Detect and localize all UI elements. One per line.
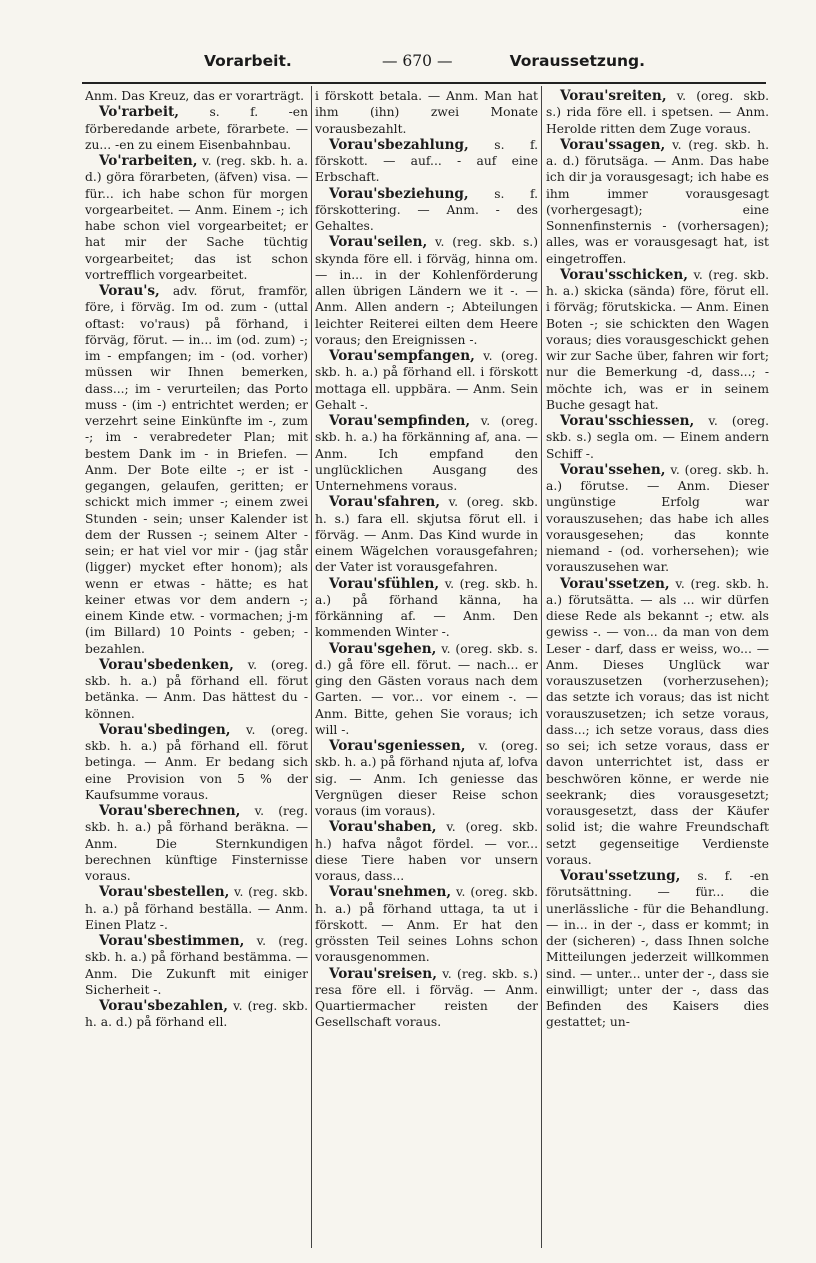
entry-headword: Vorau'sschiessen, (560, 413, 695, 429)
header-left-guideword: Vorarbeit. (204, 52, 292, 70)
dictionary-entry (315, 186, 538, 235)
entry-headword: Vorau'sgehen, (329, 640, 437, 657)
entry-definition: v. (oreg. skb. h. a.) på förhand ell. i förskott mottaga ell. uppbära. — Anm. Sein Gehalt -. (315, 349, 538, 412)
dictionary-entry (85, 657, 308, 722)
dictionary-entry (546, 137, 769, 267)
entry-definition: v. (oreg. skb. s.) segla om. — Einem andern Schiff -. (546, 414, 769, 461)
dictionary-entry (85, 283, 308, 657)
entry-headword: Vorau'sempfangen, (329, 348, 475, 364)
dictionary-entry (315, 738, 538, 819)
dictionary-entry (315, 884, 538, 965)
entry-definition: v. (reg. skb. h. a.) på förhand känna, ha förkänning af. — Anm. Den kommenden Winter -. (315, 576, 538, 640)
page-header (82, 50, 767, 76)
dictionary-entry (315, 641, 538, 739)
entry-definition: v. (reg. skb. h. a.) skicka (sända) före, förut ell. i förväg; förutskicka. — Anm. Einen Boten -; sie schickten den Wagen voraus; dies vorausgeschickt gehen wir zur Sache über, fahren wir fort; nur die Bemerkung -d, dass...; - möchte ich, was er in seinem Buche gesagt hat. (546, 267, 769, 412)
entry-headword: Vorau'shaben, (329, 819, 437, 836)
dictionary-entry (85, 153, 308, 283)
dictionary-entry (315, 234, 538, 348)
entry-definition: v. (reg. skb. h. a.) förutsätta. — als ... wir dürfen diese Rede als bekannt -; etw. als gewiss -. — von... da man von dem Leser - darf, dass er weiss, wo... — Anm. Dieses Unglück war vorauszusetzen (vorherzusehen); das setzte ich voraus; das ist nicht vorauszusetzen; ich setze voraus, dass...; ich setze voraus, dass dies so sei; ich setze voraus, dass er davon unterrichtet ist, dass er beschwören könne, er werde nie seekrank; dies vorausgesetzt; vorausgesetzt, dass der Käufer solid ist; die wahre Freundschaft setzt gegenseitige Verdienste voraus. (546, 576, 769, 867)
dictionary-entry (85, 803, 308, 884)
entry-headword: Vorau'seilen, (329, 234, 428, 251)
entry-headword: Vorau'sbestellen, (99, 884, 230, 901)
dictionary-entry (85, 104, 308, 153)
entry-headword: Vorau'sbedingen, (99, 721, 231, 738)
dictionary-entry (546, 88, 769, 137)
entry-headword: Vorau'sbezahlen, (99, 998, 229, 1014)
dictionary-entry (85, 884, 308, 933)
entry-headword: Vorau'sfühlen, (329, 575, 440, 592)
entry-headword: Vo'rarbeiten, (99, 153, 198, 169)
dictionary-entry (315, 576, 538, 641)
header-right-guideword: Voraussetzung. (509, 52, 645, 70)
column-2 (315, 88, 538, 1244)
dictionary-entry (85, 88, 308, 104)
entry-headword: Vorau'sreiten, (560, 88, 667, 104)
column-1 (85, 88, 308, 1244)
dictionary-entry (546, 267, 769, 413)
column-divider (541, 86, 542, 1248)
entry-headword: Vorau'ssetzen, (560, 575, 670, 592)
entry-headword: Vorau'ssehen, (560, 461, 666, 478)
entry-definition: v. (reg. skb. h. a. d.) på förhand ell. (85, 999, 308, 1030)
dictionary-entry (315, 819, 538, 884)
entry-headword: Vorau'sbedenken, (99, 656, 234, 673)
entry-headword: Vorau'sempfinden, (329, 413, 471, 429)
entry-definition: Anm. Das Kreuz, das er vorarträgt. (85, 89, 305, 103)
dictionary-entry (315, 88, 538, 137)
entry-headword: Vo'rarbeit, (99, 104, 179, 121)
entry-headword: Vorau'sreisen, (329, 965, 437, 982)
entry-definition: v. (oreg. skb. h. a.) ha förkänning af, ana. — Anm. Ich empfand den unglücklichen Ausgang des Unternehmens voraus. (315, 414, 538, 493)
entry-definition: v. (oreg. skb. h. a.) förutse. — Anm. Dieser ungünstige Erfolg war vorauszusehen; das habe ich alles vorausgesehen; das konnte niemand - (od. vorhersehen); wie vorauszusehen war. (546, 462, 769, 575)
entry-headword: Vorau'sbestimmen, (99, 933, 245, 949)
entry-headword: Vorau'sfahren, (329, 494, 440, 511)
dictionary-entry (85, 998, 308, 1031)
dictionary-entry (85, 933, 308, 998)
entry-definition: s. f. förskottering. — Anm. - des Gehaltes. (315, 186, 538, 233)
entry-definition: adv. förut, framför, före, i förväg. Im od. zum - (uttal oftast: vo'raus) på förhand, i förväg, förut. — in... im (od. zum) -; im - empfangen; im - (od. vorher) müssen wir Ihnen bemerken, dass...; im - verurteilen; das Porto muss - (im -) entrichtet werden; er verzehrt seine Einkünfte im -, zum -; im - verabredeter Plan; mit bestem Dank im - in Briefen. — Anm. Der Bote eilte -; er ist -gegangen, gelaufen, geritten; er schickt mich immer -; einem zwei Stunden - sein; unser Kalender ist dem der Russen -; seinem Alter - sein; er hat viel vor mir - (jag står (ligger) mycket efter honom); als wenn er etwas - hätte; es hat keiner etwas vor dem andern -; einem Kinde etw. - vormachen; j-m (im Billard) 10 Points - geben; -bezahlen. (85, 284, 308, 656)
entry-headword: Vorau'ssetzung, (560, 868, 681, 884)
entry-definition: v. (oreg. skb. s.) rida före ell. i spetsen. — Anm. Herolde ritten dem Zuge voraus. (546, 89, 769, 136)
entry-definition: v. (reg. skb. h. a. d.) förutsäga. — Anm. Das habe ich dir ja vorausgesagt; ich habe es ihm immer vorausgesagt (vorhergesagt); eine Sonnenfinsternis - (vorhersagen); alles, was er vorausgesagt hat, ist eingetroffen. (546, 137, 769, 266)
dictionary-entry (546, 576, 769, 869)
dictionary-entry (546, 462, 769, 576)
entry-definition: v. (oreg. skb. h. a.) på förhand ell. förut betinga. — Anm. Er bedang sich eine Provision von 5 % der Kaufsumme voraus. (85, 722, 308, 802)
entry-headword: Vorau'sbeziehung, (329, 185, 469, 202)
entry-definition: i förskott betala. — Anm. Man hat ihm (ihn) zwei Monate vorausbezahlt. (315, 89, 538, 136)
entry-headword: Vorau's, (99, 283, 160, 299)
entry-definition: v. (reg. skb. h. a.) på förhand beräkna. — Anm. Die Sternkundigen berechnen künftige Finsternisse voraus. (85, 804, 308, 883)
entry-headword: Vorau'ssagen, (560, 136, 666, 153)
entry-definition: v. (oreg. skb. h. s.) fara ell. skjutsa förut ell. i förväg. — Anm. Das Kind wurde in einem Wägelchen vorausgefahren; der Vater ist vorausgefahren. (315, 495, 538, 575)
dictionary-entry (315, 966, 538, 1031)
dictionary-entry (85, 722, 308, 803)
entry-definition: v. (oreg. skb. h. a.) på förhand ell. förut betänka. — Anm. Das hättest du - können. (85, 657, 308, 721)
entry-definition: v. (reg. skb. h. a.) på förhand bestämma. — Anm. Die Zukunft mit einiger Sicherheit -. (85, 934, 308, 997)
entry-definition: v. (oreg. skb. s. d.) gå före ell. förut. — nach... er ging den Gästen voraus nach dem Garten. — vor... vor einem -. — Anm. Bitte, gehen Sie voraus; ich will -. (315, 641, 538, 737)
entry-headword: Vorau'sgeniessen, (329, 738, 466, 754)
dictionary-entry (546, 868, 769, 1031)
entry-definition: s. f. förskott. — auf... - auf eine Erbschaft. (315, 137, 538, 185)
dictionary-entry (315, 494, 538, 575)
entry-headword: Vorau'sberechnen, (99, 803, 241, 819)
entry-headword: Vorau'snehmen, (329, 884, 452, 901)
entry-headword: Vorau'sbezahlung, (329, 136, 469, 153)
entry-definition: v. (reg. skb. s.) resa före ell. i förväg. — Anm. Quartiermacher reisten der Gesellschaft voraus. (315, 966, 538, 1030)
dictionary-entry (315, 348, 538, 413)
dictionary-entry (546, 413, 769, 462)
entry-headword: Vorau'sschicken, (560, 266, 688, 283)
dictionary-entry (315, 137, 538, 186)
entry-definition: v. (oreg. skb. h. a.) på förhand njuta af, lofva sig. — Anm. Ich geniesse das Vergnügen dieser Reise schon voraus (im voraus). (315, 739, 538, 818)
column-divider (311, 86, 312, 1248)
column-3 (546, 88, 769, 1244)
entry-definition: v. (reg. skb. h. a. d.) göra förarbeten, (äfven) visa. — für... ich habe schon für morgen vorgearbeitet. — Anm. Einem -; ich habe schon viel vorgearbeitet; er hat mir der Sache tüchtig vorgearbeitet; das ist schon vortrefflich vorgearbeitet. (85, 154, 308, 282)
entry-definition: v. (oreg. skb. h.) hafva något fördel. — vor... diese Tiere haben vor unsern voraus, dass... (315, 820, 538, 883)
dictionary-entry (315, 413, 538, 494)
entry-definition: v. (reg. skb. s.) skynda före ell. i förväg, hinna om. — in... in der Kohlenförderung allen übrigen Ländern we it -. — Anm. Allen andern -; Abteilungen leichter Reiterei eilten dem Heere voraus; den Ereignissen -. (315, 235, 538, 347)
entry-definition: s. f. -en förutsättning. — für... die unerlässliche - für die Behandlung. — in... in der -, dass er kommt; in der (sicheren) -, dass Ihnen solche Mitteilungen jederzeit willkommen sind. — unter... unter der -, dass sie einwilligt; unter der -, dass das Befinden des Kaisers dies gestattet; un- (546, 869, 769, 1030)
entry-definition: v. (oreg. skb. h. a.) på förhand uttaga, ta ut i förskott. — Anm. Er hat den grössten Teil seines Lohns schon vorausgenommen. (315, 885, 538, 965)
header-rule (82, 82, 766, 84)
page-number: — 670 — (382, 52, 453, 70)
entry-definition: s. f. -en förberedande arbete, förarbete. — zu... -en zu einem Eisenbahnbau. (85, 105, 308, 152)
entry-definition: v. (reg. skb. h. a.) på förhand beställa. — Anm. Einen Platz -. (85, 885, 308, 932)
